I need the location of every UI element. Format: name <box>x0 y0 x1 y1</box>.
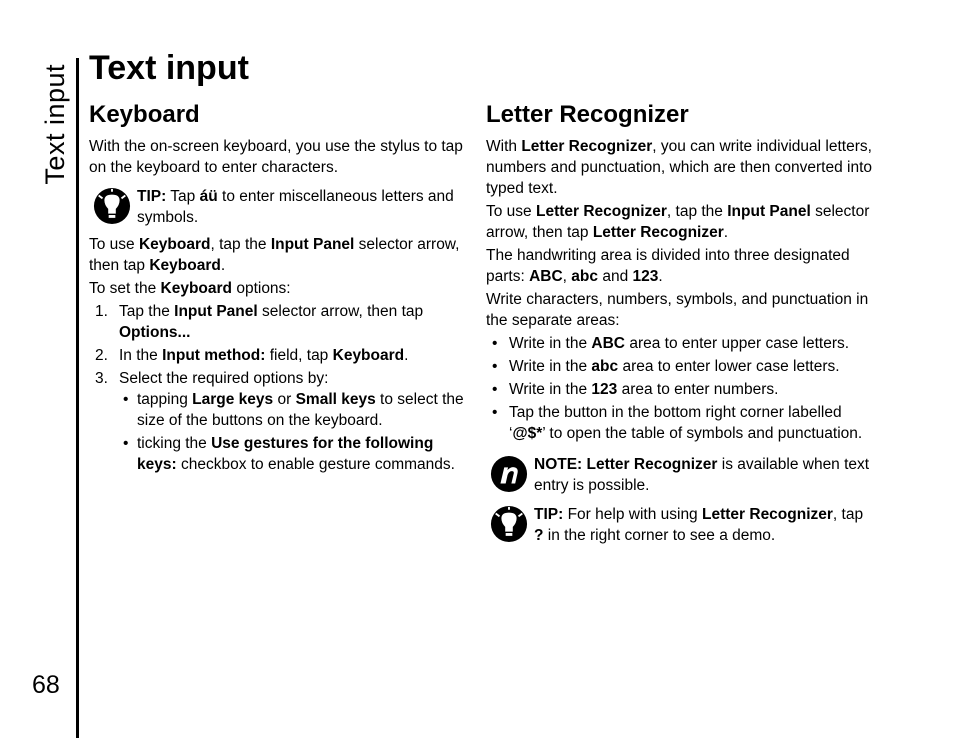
keyboard-use-paragraph: To use Keyboard, tap the Input Panel selector arrow, then tap Keyboard. <box>89 236 460 274</box>
step-sub-bullets <box>119 389 469 475</box>
write-paragraph: Write characters, numbers, symbols, and punctuation in the separate areas: <box>486 291 869 329</box>
recognizer-bullets <box>486 333 876 444</box>
sub-bullet-item: • tapping Large keys or Small keys to select the size of the buttons on the keyboard. <box>123 391 464 429</box>
page-title: Text input <box>89 49 249 87</box>
keyboard-options-paragraph: To set the Keyboard options: <box>89 280 291 297</box>
step-item: 2. In the Input method: field, tap Keyboard. <box>95 347 409 364</box>
handwriting-area-paragraph: The handwriting area is divided into three designated parts: ABC, abc and 123. <box>486 247 850 285</box>
section-side-label: Text input <box>40 64 70 185</box>
recognizer-use-paragraph: To use Letter Recognizer, tap the Input Panel selector arrow, then tap Letter Recognizer. <box>486 203 870 241</box>
sub-bullet-item: • ticking the Use gestures for the following keys: checkbox to enable gesture commands. <box>123 435 455 473</box>
keyboard-intro: With the on-screen keyboard, you use the stylus to tap on the keyboard to enter characters. <box>89 138 463 176</box>
page-number: 68 <box>32 671 60 699</box>
tip-text: Tap <box>166 188 200 205</box>
recognizer-note: NOTE: Letter Recognizer is available when text entry is possible. <box>486 454 876 496</box>
lightbulb-icon <box>93 187 131 225</box>
tip-label: TIP: <box>534 506 564 523</box>
tip-label: TIP: <box>137 188 167 205</box>
bullet-item: • Write in the abc area to enter lower case letters. <box>492 358 840 375</box>
tip-symbol: áü <box>199 188 218 205</box>
recognizer-tip: TIP: For help with using Letter Recognizer, tap ? in the right corner to see a demo. <box>486 504 876 546</box>
note-icon <box>490 455 528 493</box>
keyboard-section <box>89 100 469 477</box>
step-item: 1. Tap the Input Panel selector arrow, then tap Options... <box>95 303 424 341</box>
bullet-item: • Tap the button in the bottom right corner labelled ‘@$*’ to open the table of symbols and punctuation. <box>492 404 863 442</box>
recognizer-intro: With Letter Recognizer, you can write individual letters, numbers and punctuation, which are then converted into typed text. <box>486 138 873 197</box>
keyboard-steps <box>89 301 469 475</box>
note-label: NOTE: <box>534 456 583 473</box>
keyboard-tip <box>89 186 469 228</box>
keyboard-heading: Keyboard <box>89 101 200 128</box>
bullet-item: • Write in the 123 area to enter numbers. <box>492 381 779 398</box>
letter-recognizer-heading: Letter Recognizer <box>486 101 689 128</box>
tip-text: to enter miscellaneous letters and symbols. <box>137 188 454 226</box>
letter-recognizer-section <box>486 100 876 552</box>
step-item: 3. Select the required options by: • tapping Large keys or Small keys to select the size of the buttons on the keyboard. • ticking the Use gestures for the following keys: checkbox to enable gesture commands. <box>89 368 469 475</box>
lightbulb-icon <box>490 505 528 543</box>
bullet-item: • Write in the ABC area to enter upper case letters. <box>492 335 850 352</box>
vertical-rule <box>76 58 79 738</box>
